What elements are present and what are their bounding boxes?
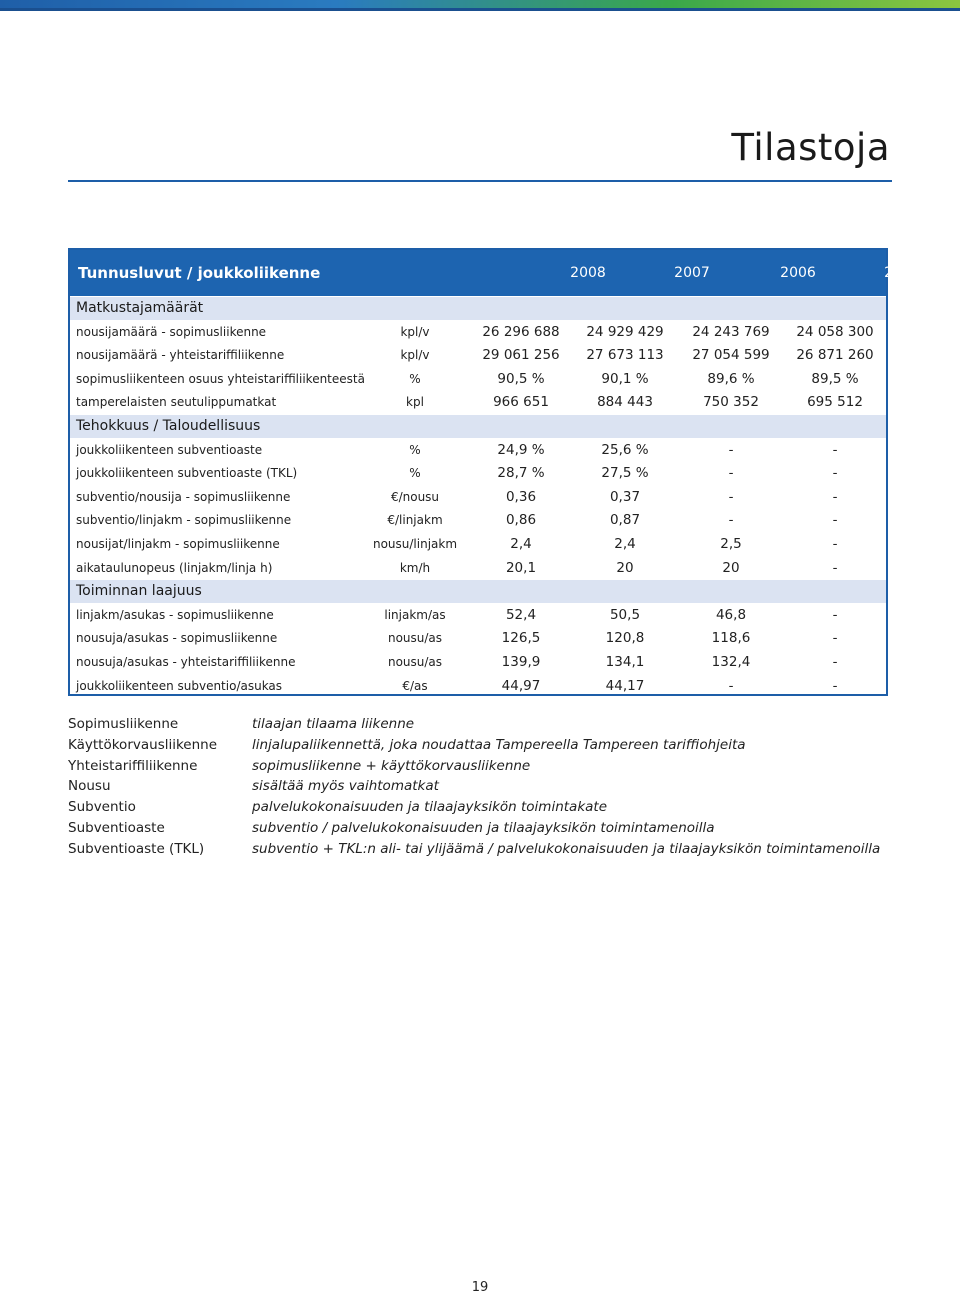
value-cell: - (832, 606, 838, 623)
value-cell: 89,5 % (811, 370, 859, 387)
page-title: Tilastoja (731, 126, 890, 169)
value-cell: 0,86 (505, 512, 537, 529)
definition-description: linjalupaliikennettä, joka noudattaa Tampereella Tampereen tariffiohjeita (252, 736, 746, 753)
value-cell: 750 352 (703, 394, 759, 411)
definition-item (68, 716, 898, 737)
value-cell: 884 443 (597, 394, 653, 411)
row-label: nousijamäärä - sopimusliikenne (76, 324, 267, 339)
table-row (70, 651, 886, 674)
row-unit: nousu/linjakm (372, 537, 458, 551)
value-cell: - (832, 630, 838, 647)
value-cell: - (728, 512, 734, 529)
section-header (70, 415, 886, 438)
year-header: 2005 (884, 265, 920, 281)
value-cell: - (832, 677, 838, 694)
value-cell: 120,8 (605, 630, 645, 647)
value-cell: 139,9 (501, 654, 541, 670)
value-cell: 52,4 (505, 606, 537, 623)
value-cell: 50,5 (609, 606, 641, 623)
table-header (70, 250, 920, 296)
value-cell: 26 296 688 (482, 323, 560, 340)
year-header: 2006 (780, 265, 816, 281)
stats-table (68, 248, 920, 696)
row-unit: linjakm/as (384, 607, 446, 622)
value-cell: 20 (722, 559, 740, 576)
table-row (70, 439, 886, 462)
definition-item (68, 778, 898, 799)
row-label: nousuja/asukas - yhteistariffiliikenne (76, 655, 296, 669)
section-title: Matkustajamäärät (76, 300, 204, 316)
table-row (70, 486, 886, 509)
value-cell: 0,36 (505, 488, 537, 505)
row-label: subventio/nousija - sopimusliikenne (76, 489, 291, 504)
table-row (70, 344, 886, 367)
definition-term: Sopimusliikenne (68, 716, 179, 732)
row-unit: % (409, 442, 421, 457)
section-title: Tehokkuus / Taloudellisuus (76, 418, 261, 434)
value-cell: 44,17 (605, 677, 645, 694)
value-cell: 27 673 113 (586, 347, 664, 364)
value-cell: 2,4 (510, 536, 532, 552)
definition-item (68, 841, 898, 862)
value-cell: 28,7 % (497, 465, 545, 482)
value-cell: 90,5 % (497, 370, 545, 387)
value-cell: 90,1 % (601, 370, 649, 387)
value-cell: 0,37 (609, 488, 641, 505)
value-cell: 24,9 % (497, 441, 545, 458)
value-cell: - (832, 441, 838, 458)
value-cell: 29 061 256 (482, 347, 560, 364)
definition-description: tilaajan tilaama liikenne (252, 716, 415, 732)
definition-term: Subventio (68, 799, 136, 816)
value-cell: - (832, 536, 838, 552)
definition-description: palvelukokonaisuuden ja tilaajayksikön toimintakate (252, 799, 608, 816)
row-unit: nousu/as (387, 655, 443, 669)
value-cell: 24 929 429 (586, 323, 664, 340)
row-unit: % (409, 371, 421, 386)
value-cell: - (832, 465, 838, 482)
value-cell: - (728, 677, 734, 694)
row-unit: €/nousu (390, 489, 440, 504)
row-label: tamperelaisten seutulippumatkat (76, 395, 277, 410)
value-cell: 89,6 % (707, 370, 755, 387)
value-cell: 134,1 (605, 654, 645, 670)
value-cell: 132,4 (711, 654, 751, 670)
row-label: joukkoliikenteen subventio/asukas (76, 678, 283, 693)
definition-term: Subventioaste (68, 819, 165, 836)
value-cell: - (832, 654, 838, 670)
row-label: aikataulunopeus (linjakm/linja h) (76, 560, 273, 575)
section-header (70, 297, 886, 320)
row-label: nousuja/asukas - sopimusliikenne (76, 631, 278, 646)
year-header: 2008 (570, 265, 606, 281)
section-title: Toiminnan laajuus (76, 583, 202, 600)
table-row (70, 391, 886, 414)
value-cell: 27 054 599 (692, 347, 770, 364)
definition-item (68, 737, 898, 758)
definition-description: subventio / palvelukokonaisuuden ja tilaajayksikön toimintamenoilla (252, 819, 715, 836)
definition-description: subventio + TKL:n ali- tai ylijäämä / palvelukokonaisuuden ja tilaajayksikön toimintamenoilla (252, 840, 881, 857)
definition-term: Nousu (68, 778, 111, 795)
definition-description: sisältää myös vaihtomatkat (252, 778, 439, 795)
definition-item (68, 820, 898, 841)
table-title: Tunnusluvut / joukkoliikenne (78, 264, 321, 282)
definition-description: sopimusliikenne + käyttökorvausliikenne (252, 757, 531, 774)
value-cell: - (832, 488, 838, 505)
definitions-list (68, 716, 898, 862)
title-rule (68, 180, 892, 182)
top-color-bar-underline (0, 8, 960, 11)
value-cell: - (832, 512, 838, 529)
value-cell: - (728, 465, 734, 482)
value-cell: 24 058 300 (796, 323, 874, 340)
row-unit: kpl (406, 395, 424, 410)
row-unit: kpl/v (400, 348, 430, 363)
table-row (70, 509, 886, 532)
value-cell: 44,97 (501, 677, 541, 694)
row-label: joukkoliikenteen subventioaste (76, 442, 263, 457)
value-cell: 20,1 (505, 559, 537, 576)
value-cell: 2,4 (614, 536, 636, 552)
table-row (70, 533, 886, 556)
table-row (70, 604, 886, 627)
row-unit: nousu/as (387, 631, 443, 646)
table-row (70, 627, 886, 650)
table-row (70, 321, 886, 344)
definition-term: Yhteistariffiliikenne (68, 757, 198, 774)
value-cell: 20 (616, 559, 634, 576)
row-label: nousijat/linjakm - sopimusliikenne (76, 537, 280, 551)
row-unit: % (409, 466, 421, 481)
table-row (70, 675, 886, 698)
value-cell: 26 871 260 (796, 347, 874, 364)
table-row (70, 462, 886, 485)
row-unit: €/linjakm (387, 513, 443, 528)
value-cell: - (728, 488, 734, 505)
definition-term: Subventioaste (TKL) (68, 840, 205, 857)
value-cell: 966 651 (493, 394, 549, 411)
year-header: 2007 (674, 265, 710, 281)
row-unit: €/as (402, 678, 428, 693)
definition-term: Käyttökorvausliikenne (68, 736, 218, 753)
page-number: 19 (471, 1280, 489, 1295)
row-label: nousijamäärä - yhteistariffiliikenne (76, 348, 285, 363)
row-label: sopimusliikenteen osuus yhteistariffiliikenteestä (76, 371, 365, 386)
row-label: linjakm/asukas - sopimusliikenne (76, 607, 274, 622)
row-unit: km/h (399, 560, 431, 575)
table-row (70, 557, 886, 580)
row-label: subventio/linjakm - sopimusliikenne (76, 513, 292, 528)
value-cell: 27,5 % (601, 465, 649, 482)
value-cell: 695 512 (807, 394, 863, 411)
table-row (70, 368, 886, 391)
value-cell: 0,87 (609, 512, 641, 529)
value-cell: 126,5 (501, 630, 541, 647)
value-cell: 118,6 (711, 630, 751, 647)
section-header (70, 580, 886, 603)
row-label: joukkoliikenteen subventioaste (TKL) (76, 466, 298, 481)
top-color-bar (0, 0, 960, 8)
value-cell: 24 243 769 (692, 323, 770, 340)
value-cell: 25,6 % (601, 441, 649, 458)
definition-item (68, 758, 898, 779)
value-cell: - (728, 441, 734, 458)
value-cell: 2,5 (720, 536, 742, 552)
definition-item (68, 799, 898, 820)
value-cell: 46,8 (715, 606, 747, 623)
row-unit: kpl/v (400, 324, 430, 339)
value-cell: - (832, 559, 838, 576)
